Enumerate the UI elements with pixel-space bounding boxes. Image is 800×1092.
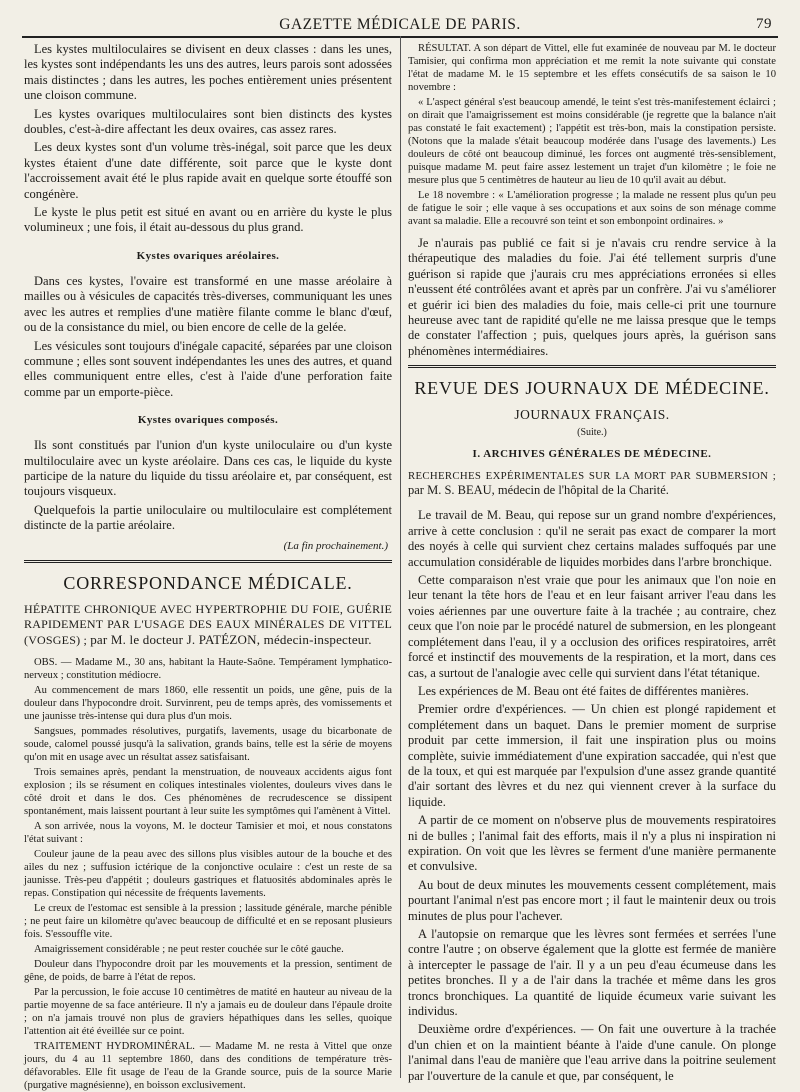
paragraph: Au commencement de mars 1860, elle ressentit un poids, une gêne, puis de la douleur dans l'hypocondre droit. Survinrent, peu de temps après, des vomissements et une jaunisse très-intense qui dura plus d'un mois. xyxy=(24,684,392,722)
paragraph: Les expériences de M. Beau ont été faites de différentes manières. xyxy=(418,683,749,698)
revue-subtitle: JOURNAUX FRANÇAIS. xyxy=(514,407,670,423)
article-heading xyxy=(408,470,776,498)
paragraph: OBS. — Madame M., 30 ans, habitant la Haute-Saône. Tempérament lymphatico-nerveux ; constitution médiocre. xyxy=(24,656,392,681)
paragraph: Le travail de M. Beau, qui repose sur un grand nombre d'expériences, arrive à cette conclusion : qu'il ne serait pas exact de comparer la mort des noyés à celle qui survient chez certains malades suffoqués par une accumulation considérable de liquides morbides dans l'arbre bronchique. xyxy=(408,508,776,569)
paragraph: Premier ordre d'expériences. — Un chien est plongé rapidement et complétement dans un baquet. Dans le premier moment de surprise produit par cette immersion, il fait une inspiration plus ou moins complète, suivie immédiatement d'une expiration saccadée, qui n'est que de la toux, et qui est marquée par l'expulsion d'une assez grande quantité d'air sortant des lèvres et du nez qui viennent crever à la surface du liquide. xyxy=(408,702,776,809)
paragraph: RÉSULTAT. A son départ de Vittel, elle fut examinée de nouveau par M. le docteur Tamisier, qui confirma mon appréciation et me remit la note suivante qui constate l'état de madame M. le 15 septembre et les effets consécutifs de sa saison le 10 novembre : xyxy=(408,43,776,93)
right-column xyxy=(408,42,776,1083)
paragraph: Le creux de l'estomac est sensible à la pression ; lassitude générale, marche pénible ; ne peut faire un kilomètre qu'avec beaucoup de difficulté et en se reposant plusieurs fois. S'essouffle vite. xyxy=(24,902,392,940)
paragraph: Les kystes ovariques multiloculaires sont bien distincts des kystes doubles, c'est-à-dire affectant les deux ovaires, cas assez rares. xyxy=(24,106,392,137)
paragraph: Dans ces kystes, l'ovaire est transformé en une masse aréolaire à mailles ou à vésicules de capacités très-diverses, communiquant les unes avec les autres et remplies d'une matière filante comme le blanc d'œuf, ou de la consistance du miel, ou bien encore de celle de la gelée. xyxy=(24,273,392,335)
paragraph: A l'autopsie on remarque que les lèvres sont fermées et serrées l'une contre l'autre ; on observe également que la glotte est fermée de manière à intercepter le passage de l'air. Il y a un peu d'eau écumeuse dans les petites bronches. Il y a de l'air dans la trachée et même dans les gros troncs bronchiques. La quantité de liquide écumeux varie suivant les individus. xyxy=(408,927,776,1019)
heading-caps: HÉPATITE CHRONIQUE AVEC HYPERTROPHIE DU FOIE, GUÉRIE RAPIDEMENT PAR L'USAGE DES EAUX MINÉRALES DE VITTEL (VOSGES) ; xyxy=(24,601,392,647)
heading-author: par M. le docteur J. PATÉZON, médecin-inspecteur. xyxy=(90,631,372,647)
paragraph: TRAITEMENT HYDROMINÉRAL. — Madame M. ne resta à Vittel que onze jours, du 4 au 11 septembre 1860, dans des conditions de température très-défavorables. Elle fit usage de l'eau de la Grande source, puis de la source Marie (purgative magnésienne), en boisson exclusivement. xyxy=(24,1040,392,1091)
column-divider xyxy=(400,36,401,1078)
paragraph: Sangsues, pommades résolutives, purgatifs, lavements, usage du bicarbonate de soude, calomel poussé jusqu'à la salivation, grands bains, telle est la série de moyens qu'on mit en usage avec un résultat assez satisfaisant. xyxy=(24,725,392,763)
page-header xyxy=(22,12,778,34)
revue-section-heading: I. ARCHIVES GÉNÉRALES DE MÉDECINE. xyxy=(472,448,712,461)
paragraph: Deuxième ordre d'expériences. — On fait une ouverture à la trachée d'un chien et on la maintient béante à l'aide d'une canule. On plonge l'animal dans l'eau de manière que l'eau arrive dans la poitrine seulement par l'ouverture de la canule et que, par conséquent, le xyxy=(408,1022,776,1083)
correspondance-title: CORRESPONDANCE MÉDICALE. xyxy=(63,572,353,593)
paragraph: Au bout de deux minutes les mouvements cessent complétement, mais pourtant l'animal n'est pas encore mort ; il faut le maintenir deux ou trois minutes de plus pour l'achever. xyxy=(408,877,776,923)
revue-title: REVUE DES JOURNAUX DE MÉDECINE. xyxy=(414,378,770,399)
paragraph: Douleur dans l'hypocondre droit par les mouvements et la pression, sentiment de gêne, de poids, de barre à l'état de repos. xyxy=(24,958,392,983)
paragraph: « L'aspect général s'est beaucoup amendé, le teint s'est très-manifestement éclairci ; on dirait que l'amaigrissement est moins considérable (je regrette que la balance n'ait pas constaté le fait exactement) ; l'appétit est très-bon, mais la constipation persiste. (Notons que la malade s'était beaucoup modérée dans l'usage des lavements.) Les douleurs de côté ont beaucoup diminué, les forces ont augmenté très-sensiblement, puisque madame M. peut faire assez lestement un trajet d'un kilomètre ; le foie ne mesure plus que 5 centimètres de hauteur au lieu de 10 qu'il avait au début. xyxy=(408,97,776,186)
paragraph: Par la percussion, le foie accuse 10 centimètres de matité en hauteur au niveau de la partie moyenne de sa face antérieure. Il n'y a jamais eu de douleur dans l'épaule droite ; on n'a jamais trouvé non plus de graviers hépathiques dans les selles, quoique l'attention ait été éveillée sur ce point. xyxy=(24,986,392,1037)
paragraph: Couleur jaune de la peau avec des sillons plus visibles autour de la bouche et des ailes du nez ; suffusion ictérique de la conjonctive oculaire : c'est un reste de sa jaunisse. Très-peu d'appétit ; douleurs gastriques et flatuosités abdominales après le repas. Constipation qui nécessite de fréquents lavements. xyxy=(24,848,392,899)
paragraph: A son arrivée, nous la voyons, M. le docteur Tamisier et moi, et nous constatons l'état suivant : xyxy=(24,820,392,845)
continuation-note: (La fin prochainement.) xyxy=(283,539,388,552)
paragraph: Amaigrissement considérable ; ne peut rester couchée sur le côté gauche. xyxy=(34,943,344,955)
article-caps: RECHERCHES EXPÉRIMENTALES SUR LA MORT PAR SUBMERSION ; xyxy=(408,470,776,483)
revue-suite: (Suite.) xyxy=(577,427,607,439)
section-rule xyxy=(24,560,392,563)
paragraph: Les kystes multiloculaires se divisent en deux classes : dans les unes, les kystes sont indépendants les uns des autres, leurs parois sont adossées mais distinctes ; dans les autres, les poches entièrement unies présentent une cloison commune. xyxy=(24,42,392,103)
paragraph: Trois semaines après, pendant la menstruation, de nouveaux accidents aigus font explosion ; ils se résument en coliques intestinales violentes, douleurs vives dans le côté droit et dans le dos. Ces phénomènes de recrudescence se dissipent spontanément, mais laissent pourtant à leur suite les symptômes qui l'amènent à Vittel. xyxy=(24,766,392,817)
correspondance-heading xyxy=(24,602,392,648)
paragraph: Quelquefois la partie uniloculaire ou multiloculaire est complétement distincte de la partie aréolaire. xyxy=(24,502,392,533)
section-rule xyxy=(408,365,776,368)
paragraph: Le kyste le plus petit est situé en avant ou en arrière du kyste le plus volumineux ; une fois, il était au-dessous du plus grand. xyxy=(24,205,392,235)
section-title-areolaires: Kystes ovariques aréolaires. xyxy=(136,249,280,262)
paragraph: Les vésicules sont toujours d'inégale capacité, séparées par une cloison commune ; elles sont souvent indépendantes les unes des autres, et quand elles communiquent entre elles, c'est à l'aide d'une perforation faite comme par un emporte-pièce. xyxy=(24,338,392,399)
paragraph: Le 18 novembre : « L'amélioration progresse ; la malade ne ressent plus qu'un peu de fatigue le soir ; elle vaque à ses occupations et aux soins de son ménage comme avant sa maladie. Elle a recouvré son teint et son embonpoint ordinaires. » xyxy=(408,190,776,227)
section-title-composes: Kystes ovariques composés. xyxy=(137,414,279,427)
paragraph: Cette comparaison n'est vraie que pour les animaux que l'on noie en leur tenant la tête hors de l'eau et en leur faisant arriver l'eau dans les voies aériennes par une ouverture faite à la trachée ; au contraire, chez ceux que l'on noie par le procédé naturel de submersion, en les plongeant complétement dans l'eau, il y a occlusion des orifices respiratoires, arrêt forcé et instinctif des mouvements de la respiration, et la mort, dans ces cas, a surtout de l'analogie avec celle qui survient dans l'état tétanique. xyxy=(408,573,776,680)
paragraph: Les deux kystes sont d'un volume très-inégal, soit parce que les deux kystes étaient d'une date différente, soit parce que le kyste dont l'accroissement avait été le plus rapide avait en quelque sorte étouffé son congénère. xyxy=(24,140,392,201)
paragraph: A partir de ce moment on n'observe plus de mouvements respiratoires ni de bulles ; l'animal fait des efforts, mais il n'y a plus ni inspiration ni expiration. On voit que les lèvres se ferment d'une manière permanente et convulsive. xyxy=(408,813,776,874)
paragraph: Je n'aurais pas publié ce fait si je n'avais cru rendre service à la thérapeutique des maladies du foie. J'ai été tellement surpris d'une guérison si rapide que j'aurais cru mes appréciations erronées si elles n'eussent été contrôlées avant et après par un confrère. J'ai vu s'améliorer et guérir ici bien des maladies du foie, mais celle-ci prit une tournure heureuse avec tant de rapidité qu'elle ne me laissa presque que le temps de constater l'affection ; puis, quelques jours après, la guérison sans phénomènes intermédiaires. xyxy=(408,236,776,358)
page-number: 79 xyxy=(756,16,772,32)
paragraph: Ils sont constitués par l'union d'un kyste uniloculaire ou d'un kyste multiloculaire avec un kyste aréolaire. Dans ces cas, le liquide du kyste participe de la nature du liquide du tissu aréolaire et, par conséquent, est toujours visqueux. xyxy=(24,438,392,499)
article-author: par M. S. BEAU, médecin de l'hôpital de la Charité. xyxy=(408,482,669,497)
left-column xyxy=(24,42,392,1091)
journal-title: GAZETTE MÉDICALE DE PARIS. xyxy=(279,16,521,33)
